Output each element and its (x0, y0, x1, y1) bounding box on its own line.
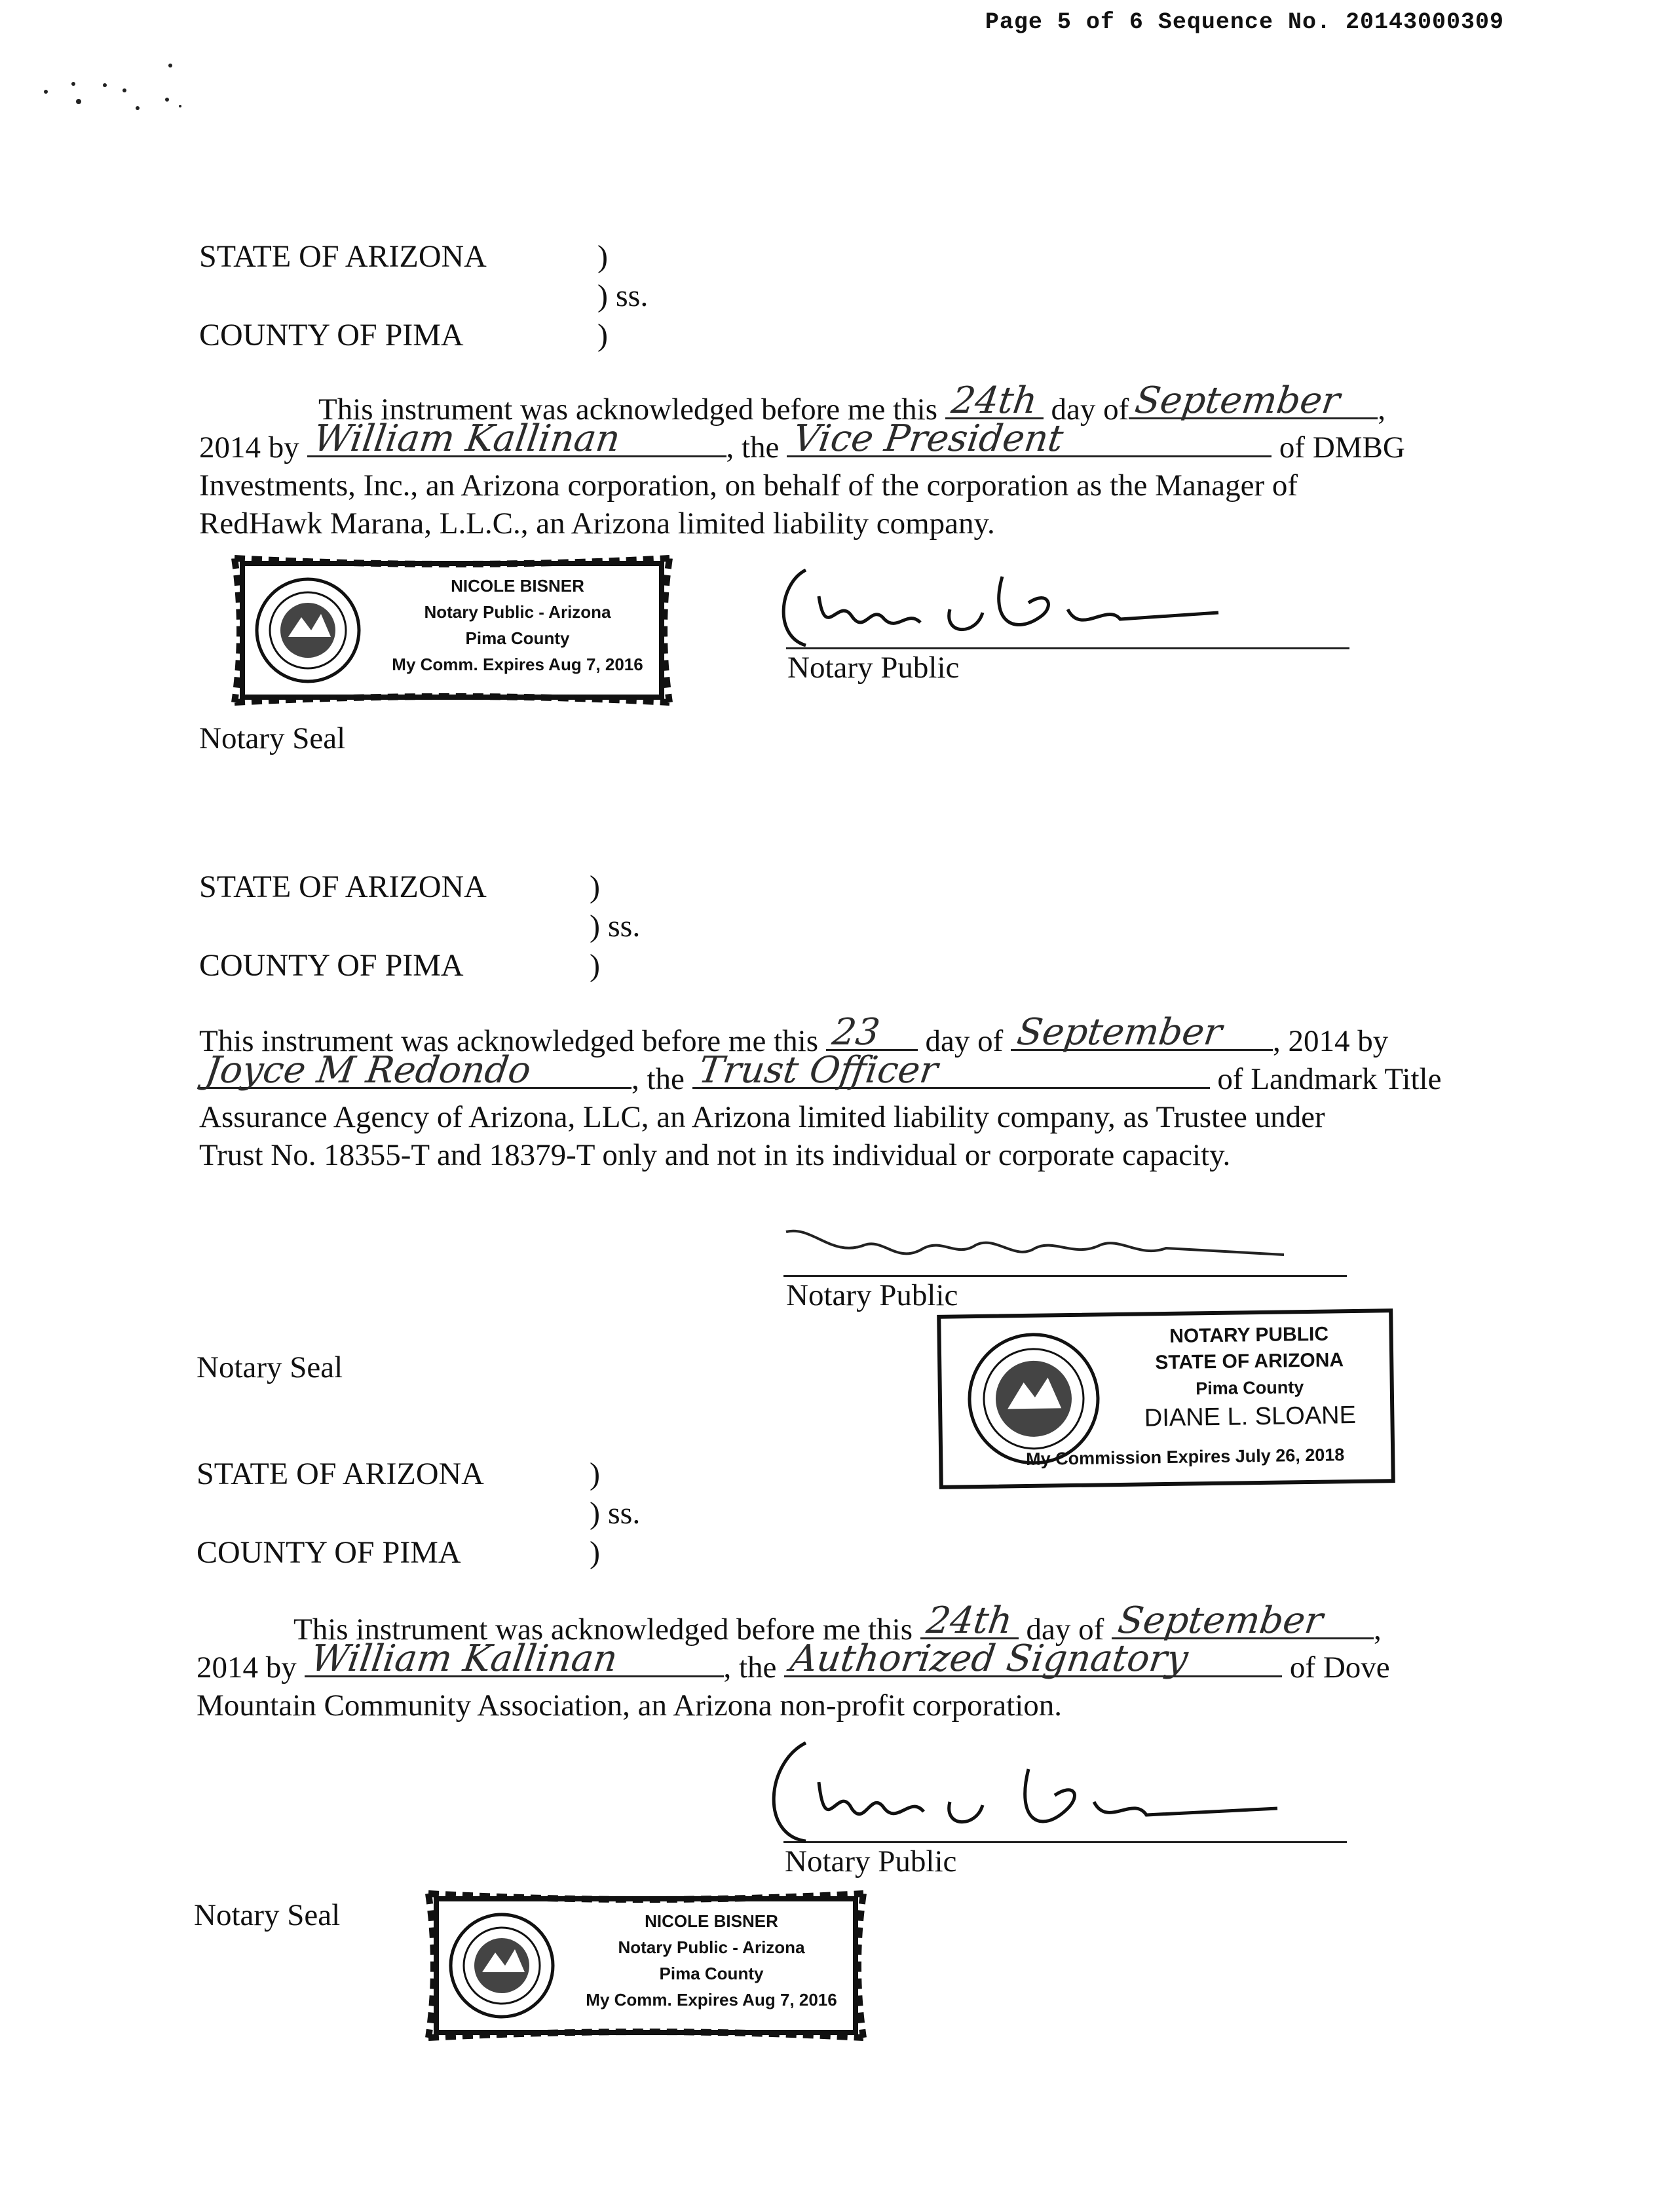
venue-paren-3b: ) (590, 1535, 600, 1570)
ack-text-1c: , (1378, 392, 1385, 427)
notary-stamp-sloane (937, 1308, 1395, 1489)
ack-text-3c: , (1374, 1612, 1382, 1647)
ack-text-3e: , the (723, 1650, 777, 1685)
stamp-sloane-county: Pima County (1196, 1377, 1304, 1399)
stamp-bisner-name-2: NICOLE BISNER (645, 1911, 778, 1931)
venue-county-3: COUNTY OF PIMA (197, 1535, 461, 1570)
notary-signature-3 (753, 1730, 1291, 1861)
month-handwritten-3: September (1115, 1599, 1326, 1642)
title-blank-3 (784, 1637, 1282, 1680)
name-blank-2 (199, 1049, 631, 1092)
title-handwritten-1: Vice President (790, 417, 1066, 460)
notary-seal-label-2: Notary Seal (197, 1350, 343, 1384)
ack-text-3f: of Dove (1289, 1650, 1390, 1685)
day-blank-2 (826, 1011, 918, 1054)
day-handwritten-3: 24th (924, 1599, 1015, 1642)
venue-ss-2: ) ss. (590, 909, 641, 944)
day-blank-1 (945, 379, 1044, 422)
notary-seal-label-1: Notary Seal (199, 721, 346, 755)
venue-state-1: STATE OF ARIZONA (199, 239, 487, 274)
acknowledgment-paragraph-3 (197, 1599, 1479, 1725)
notary-stamp-bisner-1 (223, 545, 681, 715)
name-blank-1 (307, 417, 726, 460)
ack-text-1b: day of (1051, 392, 1129, 427)
stamp-sloane-state: STATE OF ARIZONA (1155, 1349, 1344, 1374)
month-blank-3 (1112, 1599, 1374, 1642)
stamp-sloane-expires: My Commission Expires July 26, 2018 (1025, 1445, 1345, 1469)
venue-paren-3a: ) (590, 1457, 600, 1491)
stamp-bisner-expires-2: My Comm. Expires Aug 7, 2016 (586, 1990, 837, 2010)
venue-paren-2b: ) (590, 948, 600, 983)
ack-text-2c: , 2014 by (1273, 1024, 1389, 1058)
stamp-sloane-text (1118, 1320, 1381, 1434)
day-handwritten-2: 23 (829, 1011, 882, 1054)
name-handwritten-1: William Kallinan (311, 417, 623, 460)
ack-text-3g: Mountain Community Association, an Arizona non-profit corporation. (197, 1688, 1063, 1723)
notary-signature-2 (773, 1219, 1297, 1284)
venue-county-2: COUNTY OF PIMA (199, 948, 464, 983)
ack-text-3a: This instrument was acknowledged before me this (293, 1612, 913, 1647)
name-handwritten-2: Joyce M Redondo (202, 1049, 534, 1092)
venue-paren-2a: ) (590, 869, 600, 904)
notary-signature-1 (766, 557, 1225, 662)
notary-public-label-2: Notary Public (786, 1278, 958, 1312)
venue-paren-1a: ) (597, 239, 608, 274)
ack-text-2f: Assurance Agency of Arizona, LLC, an Arizona limited liability company, as Trustee under (199, 1100, 1325, 1134)
stamp-bisner-text-2 (567, 1908, 856, 2013)
day-handwritten-1: 24th (949, 379, 1040, 422)
notary-seal-label-3: Notary Seal (194, 1898, 341, 1932)
ack-text-2b: day of (925, 1024, 1004, 1058)
month-blank-2 (1011, 1011, 1273, 1054)
ack-text-1f: of DMBG (1279, 430, 1405, 465)
ack-text-1g: Investments, Inc., an Arizona corporation, on behalf of the corporation as the Manager of (199, 468, 1298, 503)
notary-stamp-bisner-2 (417, 1880, 875, 2051)
ack-text-1h: RedHawk Marana, L.L.C., an Arizona limited liability company. (199, 506, 995, 541)
ack-text-3d: 2014 by (197, 1650, 297, 1685)
notary-public-label-1: Notary Public (787, 651, 960, 685)
stamp-sloane-name: DIANE L. SLOANE (1144, 1401, 1357, 1432)
scan-speck-marks (33, 52, 183, 124)
title-handwritten-2: Trust Officer (696, 1049, 941, 1092)
name-handwritten-3: William Kallinan (308, 1637, 620, 1680)
acknowledgment-paragraph-1 (199, 379, 1479, 543)
day-blank-3 (920, 1599, 1019, 1642)
stamp-bisner-text-1 (373, 573, 662, 677)
ack-text-2d: , the (631, 1062, 685, 1096)
stamp-bisner-county-1: Pima County (465, 628, 570, 648)
month-handwritten-2: September (1014, 1011, 1225, 1054)
acknowledgment-paragraph-2 (199, 1011, 1479, 1174)
ack-text-3b: day of (1026, 1612, 1104, 1647)
venue-county-1: COUNTY OF PIMA (199, 318, 464, 353)
ack-text-2e: of Landmark Title (1217, 1062, 1442, 1096)
title-blank-1 (787, 417, 1272, 460)
stamp-bisner-role-2: Notary Public - Arizona (618, 1937, 805, 1957)
title-handwritten-3: Authorized Signatory (787, 1637, 1191, 1680)
month-handwritten-1: September (1132, 379, 1343, 422)
month-blank-1 (1129, 379, 1378, 422)
ack-text-1d: 2014 by (199, 430, 299, 465)
ack-text-2g: Trust No. 18355-T and 18379-T only and not in its individual or corporate capacity. (199, 1138, 1231, 1172)
title-blank-2 (692, 1049, 1210, 1092)
venue-paren-1b: ) (597, 318, 608, 353)
stamp-bisner-role-1: Notary Public - Arizona (424, 602, 611, 622)
stamp-bisner-expires-1: My Comm. Expires Aug 7, 2016 (392, 655, 643, 674)
stamp-bisner-name-1: NICOLE BISNER (451, 576, 584, 596)
stamp-bisner-county-2: Pima County (659, 1964, 764, 1983)
venue-ss-3: ) ss. (590, 1496, 641, 1531)
ack-text-1e: , the (726, 430, 780, 465)
page-sequence-header: Page 5 of 6 Sequence No. 20143000309 (985, 9, 1504, 35)
name-blank-3 (305, 1637, 724, 1680)
venue-state-3: STATE OF ARIZONA (197, 1457, 484, 1491)
venue-state-2: STATE OF ARIZONA (199, 869, 487, 904)
stamp-sloane-title: NOTARY PUBLIC (1169, 1323, 1329, 1347)
notary-public-label-3: Notary Public (785, 1844, 957, 1878)
ack-text-2a: This instrument was acknowledged before me this (199, 1024, 818, 1058)
ack-text-1a: This instrument was acknowledged before me this (318, 392, 937, 427)
venue-ss-1: ) ss. (597, 278, 649, 313)
